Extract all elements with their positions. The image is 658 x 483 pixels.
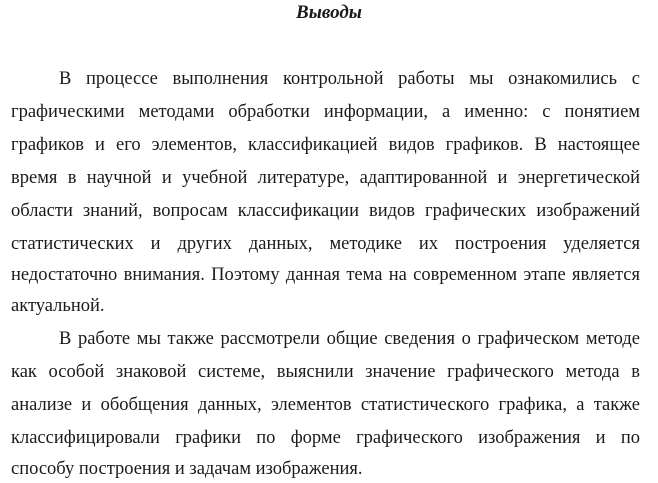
paragraph-line: графическими методами обработки информации, а именно: с понятием <box>11 102 640 122</box>
page-title: Выводы <box>296 2 362 23</box>
paragraph-line: В процессе выполнения контрольной работы мы ознакомились с <box>59 69 640 89</box>
paragraph-line: как особой знаковой системе, выяснили значение графического метода в <box>11 362 640 382</box>
paragraph-line: способу построения и задачам изображения. <box>11 459 363 479</box>
paragraph-line: классифицировали графики по форме графического изображения и по <box>11 428 640 448</box>
paragraph-line: актуальной. <box>11 296 105 316</box>
paragraph-line: время в научной и учебной литературе, адаптированной и энергетической <box>11 168 640 188</box>
paragraph-line: недостаточно внимания. Поэтому данная тема на современном этапе является <box>11 265 640 285</box>
paragraph-line: анализе и обобщения данных, элементов статистического графика, а также <box>11 395 640 415</box>
paragraph-line: области знаний, вопросам классификации видов графических изображений <box>11 201 640 221</box>
paragraph-line: В работе мы также рассмотрели общие сведения о графическом методе <box>59 329 640 349</box>
paragraph-line: графиков и его элементов, классификацией видов графиков. В настоящее <box>11 135 640 155</box>
paragraph-line: статистических и других данных, методике их построения уделяется <box>11 234 640 254</box>
